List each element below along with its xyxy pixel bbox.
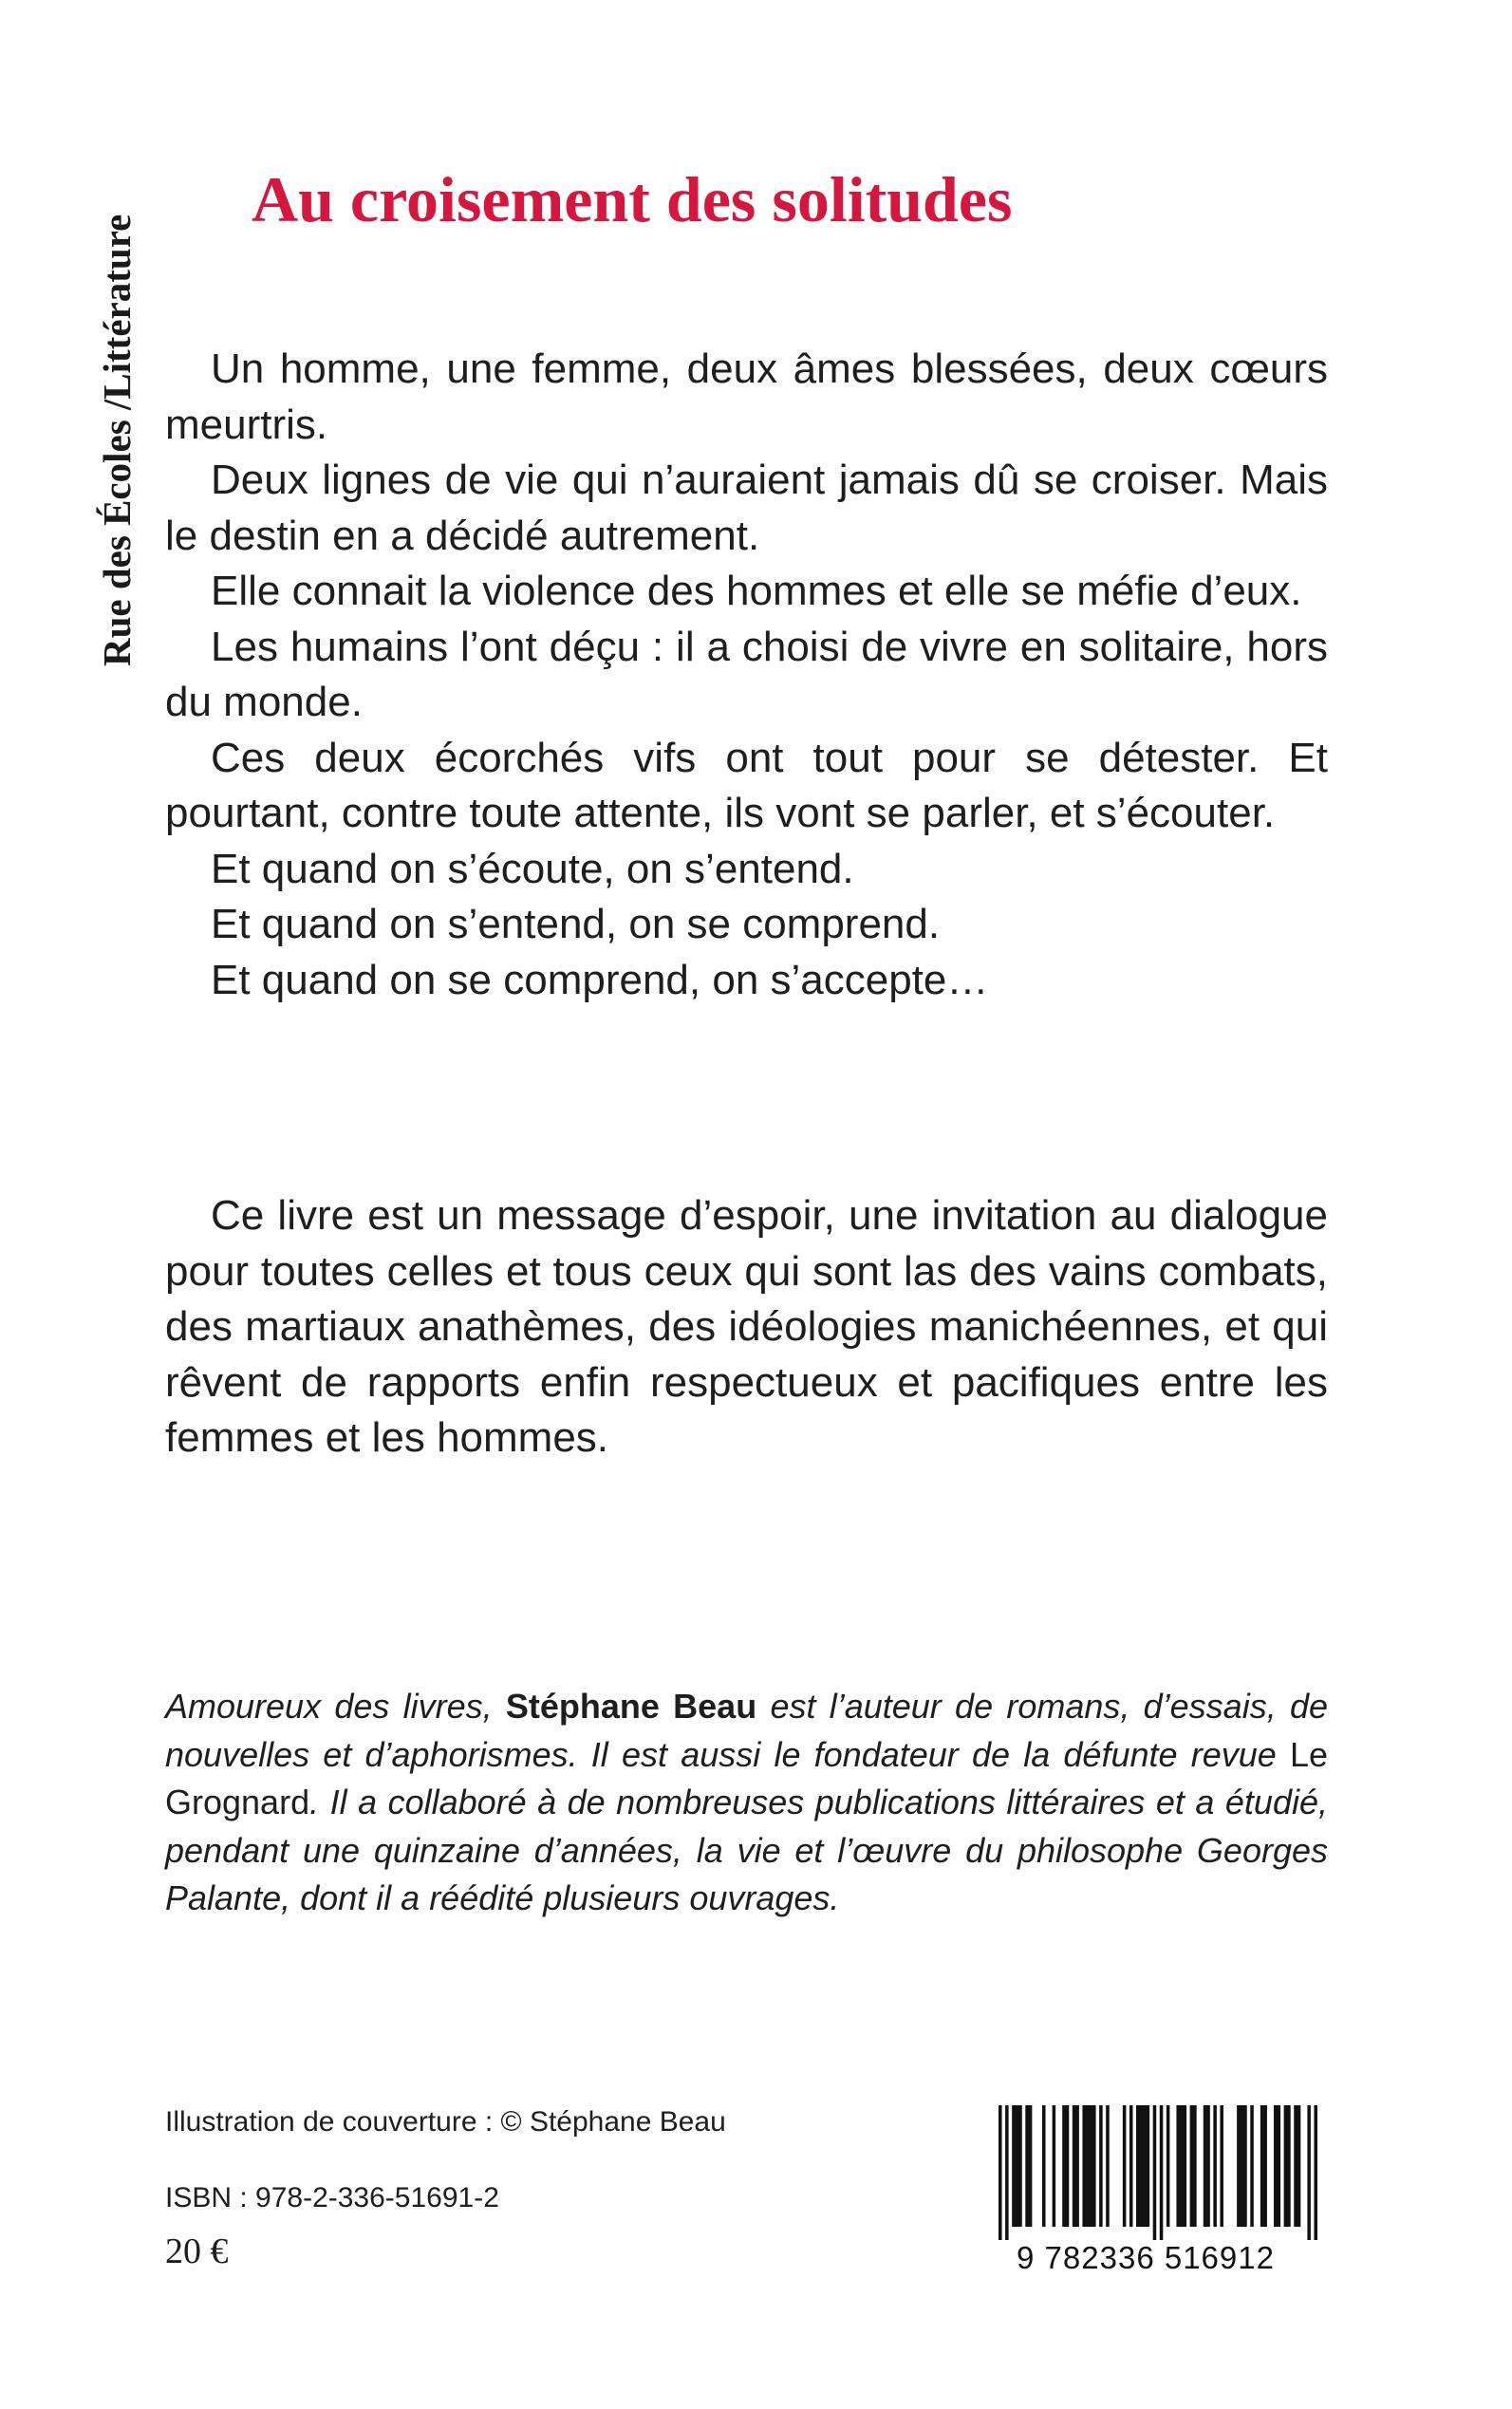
spine-collection-label: Rue des Écoles /Littérature: [95, 214, 139, 666]
barcode-bar: [1220, 2105, 1223, 2227]
blurb-paragraph: Elle connait la violence des hommes et elle se méfie d’eux.: [211, 568, 1302, 614]
barcode-guard-bar: [1307, 2105, 1311, 2240]
cover-illustration-credit: Illustration de couverture : © Stéphane Beau: [165, 2106, 726, 2138]
isbn-number: ISBN : 978-2-336-51691-2: [165, 2182, 499, 2213]
barcode-bar: [1025, 2105, 1032, 2227]
barcode-guard-bar: [1153, 2105, 1157, 2240]
bio-text: est l’auteur de romans, d’essais, de nouvelles et d’aphorismes. Il est aussi le fondateur de la défunte revue: [165, 1687, 1328, 1774]
barcode-guard-bar: [1005, 2105, 1009, 2240]
barcode-bar: [1294, 2105, 1300, 2227]
closing-paragraph: Ce livre est un message d’espoir, une invitation au dialogue pour toutes celles et tous ceux qui sont las des vains combats, des martiaux anathèmes, des idéologies manichéennes, et qui rêvent de rapports enfin respectueux et pacifiques entre les femmes et les hommes.: [165, 1192, 1328, 1461]
barcode-bar: [1082, 2105, 1095, 2227]
barcode-bar: [1106, 2105, 1110, 2227]
blurb-paragraph: Deux lignes de vie qui n’auraient jamais dû se croiser. Mais le destin en a décidé autrement.: [165, 457, 1328, 559]
revue-name: Le Grognard: [165, 1734, 1328, 1821]
bio-text: Amoureux des livres,: [165, 1687, 506, 1726]
barcode-bars: [966, 2105, 1325, 2240]
barcode-bar: [1284, 2105, 1291, 2227]
bio-text: . Il a collaboré à de nombreuses publications littéraires et a étudié, pendant une quinzaine d’années, la vie et l’œuvre du philosophe Georges Palante, dont il a réédité plusieurs ouvrages.: [165, 1783, 1328, 1917]
barcode-bar: [1012, 2105, 1022, 2227]
barcode-digits: 9 782336 516912: [1017, 2240, 1275, 2275]
barcode-bar: [1073, 2105, 1079, 2227]
barcode-bar: [1042, 2105, 1046, 2227]
blurb-paragraph: Et quand on s’écoute, on s’entend.: [211, 845, 854, 892]
book-blurb: [165, 342, 1328, 1008]
blurb-paragraph: Ces deux écorchés vifs ont tout pour se détester. Et pourtant, contre toute attente, ils vont se parler, et s’écouter.: [165, 734, 1328, 836]
isbn-barcode: [966, 2105, 1325, 2276]
barcode-bar: [1274, 2105, 1280, 2227]
barcode-bar: [1062, 2105, 1069, 2227]
barcode-bar: [1213, 2105, 1217, 2227]
barcode-bar: [1129, 2105, 1133, 2227]
blurb-paragraph: Et quand on s’entend, on se comprend.: [211, 901, 941, 947]
author-bio: [165, 1683, 1328, 1923]
barcode-guard-bar: [1314, 2105, 1317, 2240]
blurb-paragraph: Les humains l’ont déçu : il a choisi de vivre en solitaire, hors du monde.: [165, 623, 1328, 725]
blurb-paragraph: Un homme, une femme, deux âmes blessées, deux cœurs meurtris.: [165, 345, 1328, 448]
barcode-bar: [1123, 2105, 1127, 2227]
barcode-bar: [1167, 2105, 1170, 2227]
barcode-bar: [1099, 2105, 1103, 2227]
barcode-bar: [1237, 2105, 1247, 2227]
barcode-bar: [1204, 2105, 1210, 2227]
closing-statement: [165, 1188, 1328, 1466]
barcode-bar: [1250, 2105, 1254, 2227]
book-title: Au croisement des solitudes: [252, 163, 1013, 235]
barcode-guard-bar: [999, 2105, 1002, 2240]
barcode-bar: [1176, 2105, 1186, 2227]
barcode-bar: [1053, 2105, 1056, 2227]
barcode-bar: [1136, 2105, 1149, 2227]
barcode-bar: [1190, 2105, 1197, 2227]
barcode-guard-bar: [1160, 2105, 1164, 2240]
price: 20 €: [165, 2232, 229, 2271]
blurb-paragraph: Et quand on se comprend, on s’accepte…: [211, 956, 989, 1003]
author-name: Stéphane Beau: [505, 1687, 757, 1726]
barcode-bar: [1260, 2105, 1267, 2227]
